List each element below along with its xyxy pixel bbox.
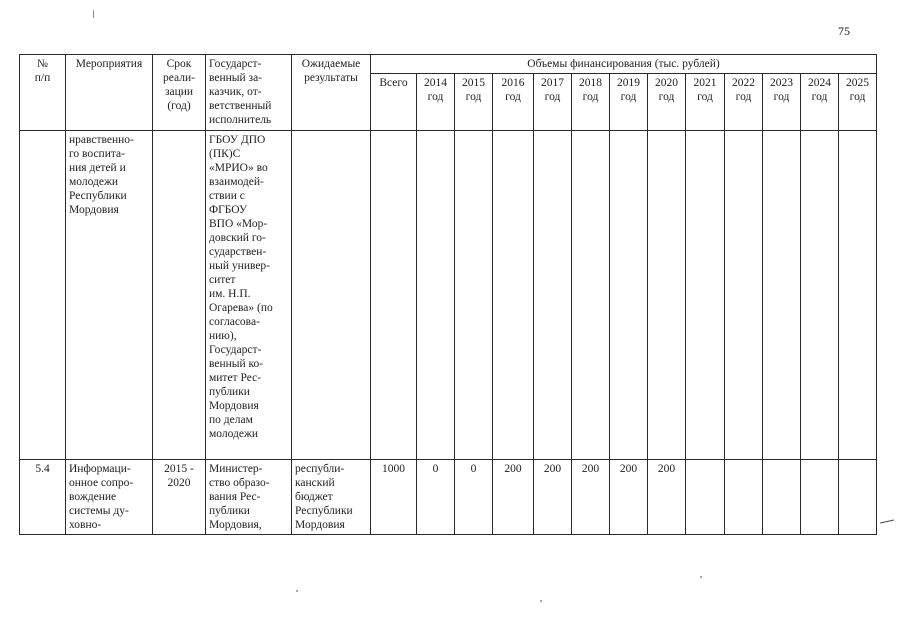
cell-value — [648, 131, 686, 460]
cell-results: республи- канский бюджет Республики Мордовия — [292, 460, 371, 535]
header-year-2020: 2020 год — [648, 74, 686, 131]
cell-value-2024 — [801, 460, 839, 535]
budget-table — [19, 54, 877, 535]
table-row-5-4 — [20, 460, 877, 535]
header-results: Ожидаемые результаты — [292, 55, 371, 131]
scan-speck — [540, 600, 542, 602]
header-total: Всего — [371, 74, 417, 131]
cell-value — [493, 131, 534, 460]
cell-value-2016: 200 — [493, 460, 534, 535]
header-row — [20, 55, 877, 74]
header-year-2018: 2018 год — [572, 74, 610, 131]
header-year-2023: 2023 год — [763, 74, 801, 131]
cell-value — [534, 131, 572, 460]
header-year-2024: 2024 год — [801, 74, 839, 131]
cell-value — [801, 131, 839, 460]
scan-speck — [93, 10, 94, 18]
cell-value — [686, 131, 725, 460]
cell-value-2020: 200 — [648, 460, 686, 535]
cell-results — [292, 131, 371, 460]
cell-value-2018: 200 — [572, 460, 610, 535]
cell-value-2017: 200 — [534, 460, 572, 535]
header-year-2016: 2016 год — [493, 74, 534, 131]
cell-term: 2015 - 2020 — [153, 460, 206, 535]
header-year-2022: 2022 год — [725, 74, 763, 131]
scan-speck — [700, 576, 702, 578]
header-year-2015: 2015 год — [455, 74, 493, 131]
cell-value — [610, 131, 648, 460]
cell-value-2014: 0 — [417, 460, 455, 535]
cell-value — [572, 131, 610, 460]
header-year-2025: 2025 год — [839, 74, 877, 131]
table-row-continuation — [20, 131, 877, 460]
header-year-2014: 2014 год — [417, 74, 455, 131]
cell-total — [371, 131, 417, 460]
scan-speck — [296, 590, 298, 592]
cell-total: 1000 — [371, 460, 417, 535]
header-customer: Государст- венный за- казчик, от- ветственный исполнитель — [206, 55, 292, 131]
scan-edge-mark — [880, 520, 894, 524]
page-number: 75 — [838, 24, 850, 38]
header-activity: Мероприятия — [66, 55, 153, 131]
header-num: № п/п — [20, 55, 66, 131]
header-term: Срок реали- зации (год) — [153, 55, 206, 131]
cell-value-2015: 0 — [455, 460, 493, 535]
header-year-2017: 2017 год — [534, 74, 572, 131]
cell-customer: ГБОУ ДПО (ПК)С «МРИО» во взаимодей- ствии с ФГБОУ ВПО «Мор- довский го- сударствен- ный универ- ситет им. Н.П. Огарева» (по согласова- нию), Государст- венный ко- митет Рес- публики Мордовия по делам молодежи — [206, 131, 292, 460]
cell-num — [20, 131, 66, 460]
header-funding-group: Объемы финансирования (тыс. рублей) — [371, 55, 877, 74]
cell-value — [763, 131, 801, 460]
cell-activity: Информаци- онное сопро- вождение системы ду- ховно- — [66, 460, 153, 535]
cell-customer: Министер- ство образо- вания Рес- публики Мордовия, — [206, 460, 292, 535]
cell-value — [725, 131, 763, 460]
cell-value-2022 — [725, 460, 763, 535]
cell-num: 5.4 — [20, 460, 66, 535]
cell-activity: нравственно- го воспита- ния детей и молодежи Республики Мордовия — [66, 131, 153, 460]
cell-value — [417, 131, 455, 460]
cell-value — [839, 131, 877, 460]
header-year-2019: 2019 год — [610, 74, 648, 131]
cell-value-2025 — [839, 460, 877, 535]
cell-term — [153, 131, 206, 460]
cell-value — [455, 131, 493, 460]
cell-value-2019: 200 — [610, 460, 648, 535]
header-year-2021: 2021 год — [686, 74, 725, 131]
cell-value-2023 — [763, 460, 801, 535]
cell-value-2021 — [686, 460, 725, 535]
